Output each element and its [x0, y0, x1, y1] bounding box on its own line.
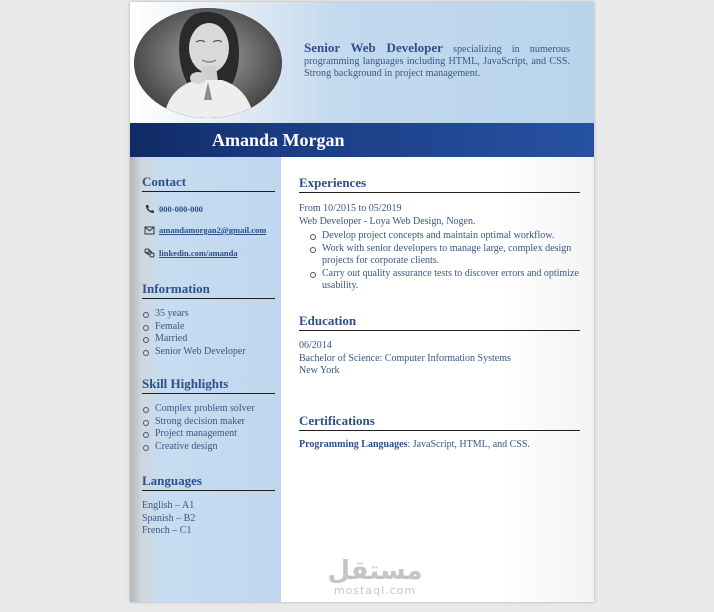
experience-bullets — [309, 230, 579, 293]
list-item: Married — [142, 333, 246, 346]
summary-text: specializing in numerous programming languages including HTML, JavaScript, and CSS. Strong background in project management. — [304, 44, 570, 79]
list-item: Senior Web Developer — [142, 346, 246, 359]
sidebar — [130, 157, 283, 602]
linkedin-link[interactable]: linkedin.com/amanda — [159, 248, 238, 258]
languages-list — [142, 500, 195, 538]
list-item: Carry out quality assurance tests to discover errors and optimize usability. — [309, 268, 579, 293]
list-item: Project management — [142, 428, 254, 441]
information-list — [142, 308, 246, 358]
education-details — [299, 340, 511, 378]
skills-title: Skill Highlights — [142, 376, 275, 394]
education-title: Education — [299, 313, 580, 331]
watermark-latin: mostaql.com — [333, 584, 417, 597]
profile-summary — [304, 42, 570, 80]
list-item: Creative design — [142, 441, 254, 454]
contact-phone — [144, 204, 203, 214]
phone-number: 000-000-000 — [159, 204, 203, 214]
contact-title: Contact — [142, 174, 275, 192]
language-item: English – A1 — [142, 500, 195, 511]
email-link[interactable]: amandamorgan2@gmail.com — [159, 225, 267, 235]
link-icon — [144, 248, 155, 258]
resume-page — [130, 2, 594, 602]
list-item: Complex problem solver — [142, 403, 254, 416]
phone-icon — [144, 204, 155, 214]
certification-entry — [299, 439, 530, 450]
job-title: Senior Web Developer — [304, 40, 443, 55]
certification-label: Programming Languages — [299, 439, 408, 450]
list-item: Strong decision maker — [142, 416, 254, 429]
experiences-title: Experiences — [299, 175, 580, 193]
language-item: Spanish – B2 — [142, 512, 196, 524]
experience-dates: From 10/2015 to 05/2019 — [299, 203, 402, 214]
language-item: French – C1 — [142, 525, 192, 536]
resume-header — [130, 2, 594, 123]
person-name: Amanda Morgan — [212, 130, 345, 150]
list-item: Female — [142, 321, 246, 334]
envelope-icon — [144, 225, 155, 235]
list-item: 35 years — [142, 308, 246, 321]
education-date: 06/2014 — [299, 340, 332, 351]
education-degree: Bachelor of Science: Computer Information Systems — [299, 352, 511, 364]
certification-text: : JavaScript, HTML, and CSS. — [407, 439, 530, 450]
name-banner — [130, 123, 594, 157]
list-item: Work with senior developers to manage large, complex design projects for corporate clients. — [309, 243, 579, 268]
contact-linkedin[interactable] — [144, 248, 238, 258]
list-item: Develop project concepts and maintain optimal workflow. — [309, 230, 579, 243]
skills-list — [142, 403, 254, 453]
experience-position: Web Developer - Loya Web Design, Nogen. — [299, 216, 476, 227]
languages-title: Languages — [142, 473, 275, 491]
contact-email[interactable] — [144, 225, 266, 235]
certifications-title: Certifications — [299, 413, 580, 431]
profile-photo — [134, 8, 282, 118]
watermark-arabic: مستقل — [327, 556, 423, 586]
information-title: Information — [142, 281, 275, 299]
main-content — [283, 157, 594, 602]
education-location: New York — [299, 365, 340, 376]
watermark-logo — [320, 558, 430, 597]
